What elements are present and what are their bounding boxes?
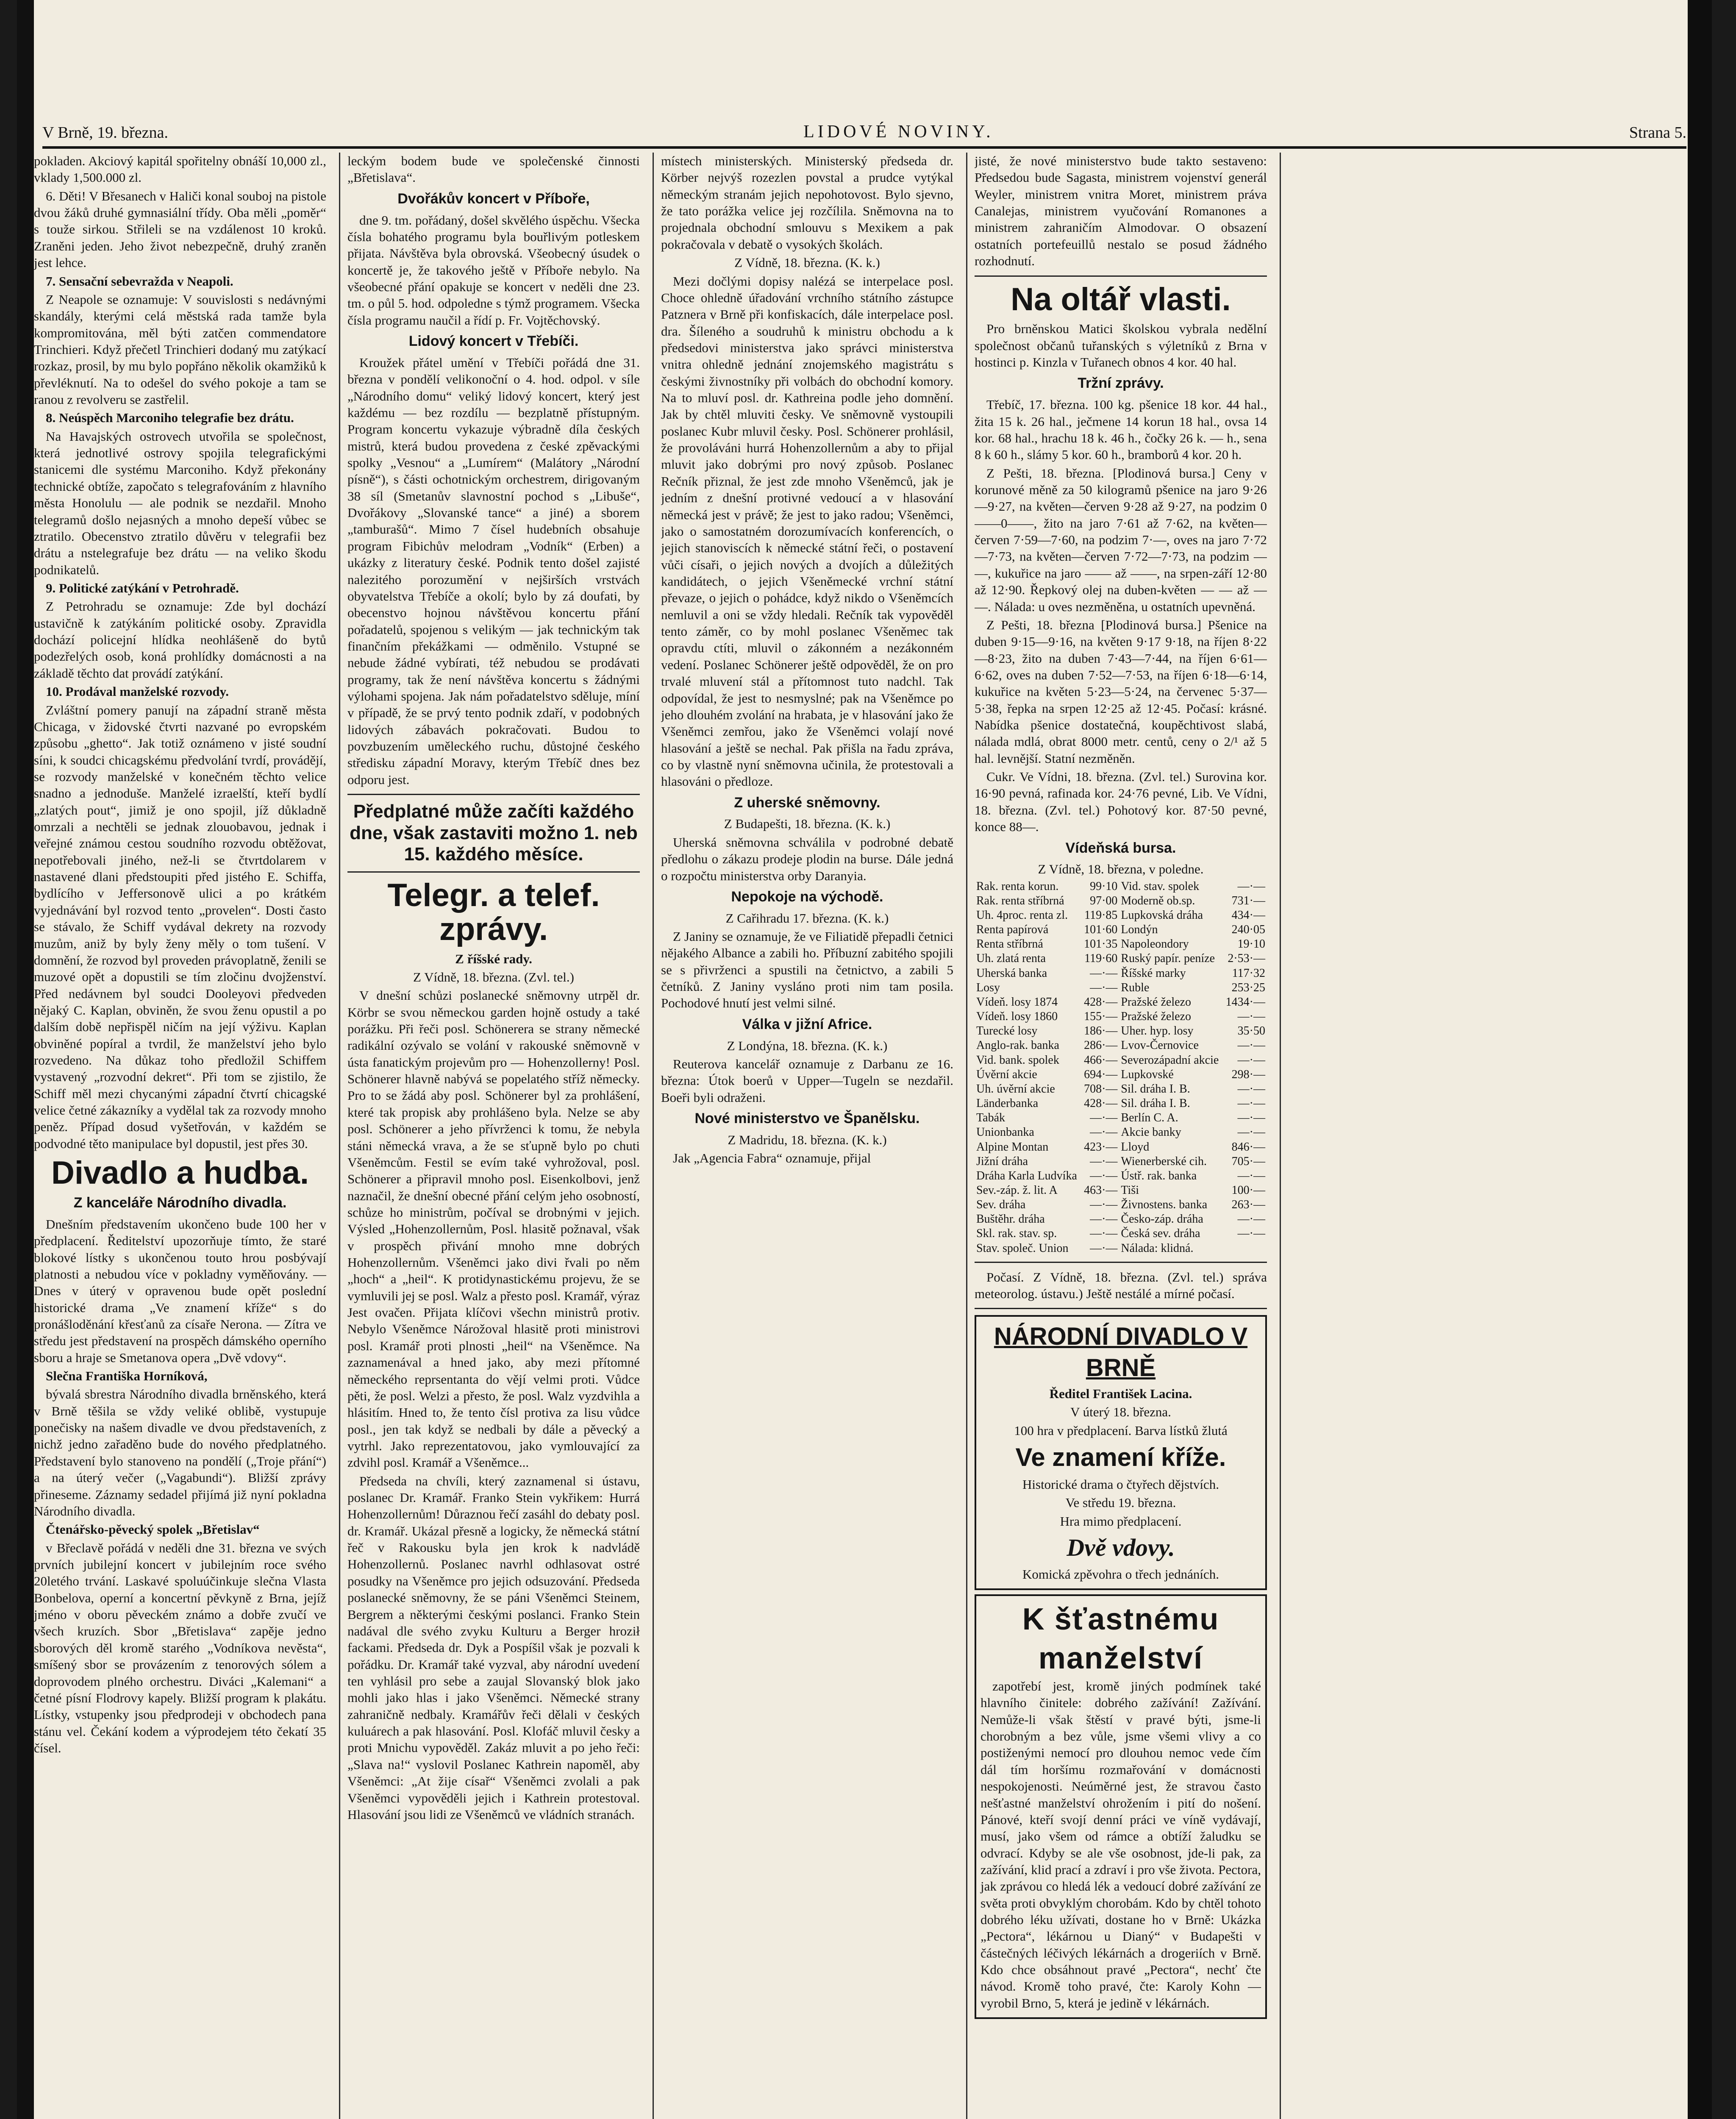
bourse-row [975, 1169, 1267, 1183]
column-2 [347, 153, 640, 2119]
article-text: Z Janiny se oznamuje, že ve Filiatidě přepadli četnici nějakého Albance a zabili ho. Příbuzní zabitého spojili se s přivrženci a spustili na četnictvo, a zabili 5 četníků. Z Janiny vysláno proti nim tam posila. Pochodové hnutí jest velmi silné. [661, 929, 953, 1011]
bourse-security: Sil. dráha I. B. [1121, 1082, 1190, 1096]
show-date: Ve středu 19. března. [1065, 1495, 1176, 1510]
bourse-price: —·— [1090, 1241, 1118, 1255]
bourse-price: 846·— [1231, 1140, 1265, 1154]
ad-title: K šťastnému manželství [1022, 1602, 1219, 1675]
bourse-price: 117·32 [1232, 966, 1265, 980]
article-text: Z Pešti, 18. března [Plodinová bursa.] Pšenice na duben 9·15—9·16, na květen 9·17 9·18, na říjen 8·22—8·23, žito na duben 7·43—7·44, na říjen 6·61—6·62, oves na duben 7·52—7·53, na říjen 6·18—6·14, kukuřice na květen 5·23—5·24, na červenec 5·37—5·38, řepka na srpen 12·25 až 12·45. Počasí: krásné. Nabídka pšenice dostatečná, koupěchtivost slabá, nálada mdlá, obrat 8000 metr. centů, ceny o 2/¹ až 5 hal. levnější. Statní nezměněn. [975, 617, 1267, 766]
section-title: Telegr. a telef. zprávy. [387, 877, 600, 947]
bourse-row [975, 1068, 1267, 1082]
bourse-price: 694·— [1084, 1068, 1118, 1081]
article-text: Z Pešti, 18. března. [Plodinová bursa.] Ceny v korunové měně za 50 kilogramů pšenice na jaro 9·26—9·27, na květen—červen 9·28 až 9·27, na podzim 0——0——, žito na jaro 7·61 až 7·62, na květen—červen 7·59—7·60, na podzim 7·—, oves na jaro 7·72—7·73, na květen—červen 7·72—7·73, na podzim — —, kukuřice na jaro —— až ——, na srpen-září 12·80 až 12·90. Řepkový olej na duben-květen — — až — —. Nálada: u oves nezměněna, u ostatních upevněná. [975, 465, 1267, 614]
bourse-price: 35·50 [1237, 1024, 1265, 1038]
bourse-price: 119·85 [1084, 909, 1118, 922]
article-text: Pro brněnskou Matici školskou vybrala nedělní společnost občanů tuřanských s výletníků z Brna v hostinci p. Kinzla v Tuřanech obnos 4 kor. 40 hal. [975, 321, 1267, 370]
article-text: jisté, že nové ministerstvo bude takto sestaveno: Předsedou bude Sagasta, ministrem vojenství generál Weyler, ministrem vnitra Moret, ministrem práva Canalejas, ministrem vyučování Romanones a ministrem zahraničím Almodovar. O obsazení ostatních portefeuillů nestalo se posud žádného rozhodnutí. [975, 153, 1267, 269]
theatre-director: Ředitel František Lacina. [1049, 1386, 1192, 1401]
bourse-security: Vídeň. losy 1860 [976, 1010, 1058, 1023]
bourse-price: —·— [1237, 1212, 1265, 1226]
theatre-name: NÁRODNÍ DIVADLO V BRNĚ [994, 1323, 1248, 1382]
article-text: bývalá sbrestra Národního divadla brněnského, která v Brně těšila se vždy veliké oblibě, vystupuje ponečisky na našem divadle ve dvou představeních, z nichž jedno zařaděno bude do nového předplatného. Představení bylo stanoveno na pondělí („Troje přání“) a na úterý večer („Vagabundi“). Bližší zprávy přineseme. Záznamy sedadel přijímá již nyní pokladna Národního divadla. [34, 1387, 326, 1518]
bourse-row [975, 1226, 1267, 1241]
column-divider [339, 153, 340, 2119]
bourse-price: 423·— [1084, 1140, 1118, 1154]
bourse-row [975, 1038, 1267, 1053]
section-subtitle: Z říšské rady. [455, 951, 532, 966]
subscription-notice: Předplatné může začíti každého dne, však zastaviti možno 1. neb 15. každého měsíce. [350, 801, 638, 865]
dateline: Z Budapešti, 18. března. (K. k.) [724, 816, 891, 831]
bourse-price: 466·— [1084, 1053, 1118, 1067]
bourse-price: —·— [1090, 1212, 1118, 1226]
bourse-row [975, 1096, 1267, 1111]
column-1 [34, 153, 326, 2119]
bourse-price: —·— [1090, 1169, 1118, 1182]
section-rule [975, 275, 1267, 277]
bourse-security: Říšské marky [1121, 966, 1186, 980]
bourse-security: Londýn [1121, 923, 1158, 937]
bourse-price: —·— [1090, 981, 1118, 994]
bourse-security: Berlín C. A. [1121, 1111, 1178, 1125]
bourse-security: Tabák [976, 1111, 1005, 1125]
bourse-security: Rak. renta korun. [976, 879, 1059, 893]
scan-edge-left [17, 0, 34, 2119]
bourse-price: —·— [1090, 1126, 1118, 1139]
bourse-price: 101·60 [1084, 923, 1118, 937]
bourse-security: Alpine Montan [976, 1140, 1049, 1154]
bourse-price: —·— [1237, 879, 1265, 893]
play-title: Dvě vdovy. [1067, 1534, 1175, 1562]
bourse-price: 253·25 [1231, 981, 1265, 994]
bourse-security: Nálada: klidná. [1121, 1241, 1194, 1255]
bourse-price: 708·— [1084, 1082, 1118, 1096]
bourse-price: 1434·— [1225, 995, 1265, 1009]
bourse-security: Lloyd [1121, 1140, 1150, 1154]
article-heading: 9. Politické zatýkání v Petrohradě. [46, 580, 239, 595]
bourse-price: 186·— [1084, 1024, 1118, 1038]
bourse-price: —·— [1237, 1039, 1265, 1052]
bourse-security: Renta stříbrná [976, 937, 1043, 951]
bourse-security: Uh. úvěrní akcie [976, 1082, 1055, 1096]
bourse-price: 99·10 [1090, 879, 1118, 893]
bourse-security: Lupkovská dráha [1121, 909, 1203, 922]
dateline: Z Londýna, 18. března. (K. k.) [727, 1038, 888, 1053]
article-text: Kroužek přátel umění v Třebíči pořádá dne 31. března v pondělí velikonoční o 4. hod. odpol. v síle „Národního domu“ veliký lidový koncert, který jest každému — bez rozdílu — bezplatně přístupným. Program koncertu vykazuje výbradně díla českých mistrů, která budou provedena z české zpěvackými spolky „Vesnou“ a „Lumírem“ (Malátory „Národní písně“), s části ochotnickým orchestrem, dirigovaným 38 síl (Smetanův slavnostní pochod s „Libuše“, Dvořákovy „Slovanské tance“ a jiné) a sborem „tamburašů“. Mimo 7 čísel hudebních obsahuje program Fibichův melodram „Vodník“ (Erben) a ukázky z literatury české. Podnik tento došel zajisté nalezitého porozumění v nejširších vrstvách obyvatelstva Třebíče a okolí; bylo by zá doufati, by obecenstvo hojnou návštěvou koncertu přání pořadatelů, spojenou s velikým — jak technickým tak finančním překážkami — odměnilo. Vstupné se nebude žádné vybírati, též nebudou se prodávati programy, tak že není návštěva koncertu s žádnými výlohami spojena. Jak nám pořadatelstvo sděluje, míní v případě, že se prvý tento podnik zdaří, v podobných lidových zábavách pokračovati. Budou to povzbuzením uměleckého ruchu, důstojné českého středisku západní Moravy, kterým Třebíč dnes bez odporu jest. [347, 355, 640, 787]
bourse-price: 19·10 [1237, 937, 1265, 951]
bourse-security: Jižní dráha [976, 1154, 1028, 1168]
bourse-price: —·— [1237, 1169, 1265, 1182]
play-subtitle: Historické drama o čtyřech dějstvích. [1022, 1477, 1219, 1492]
scan-edge-right [1688, 0, 1712, 2119]
bourse-price [1223, 1241, 1267, 1256]
bourse-security: Vid. stav. spolek [1121, 879, 1200, 893]
bourse-row [975, 1154, 1267, 1169]
bourse-table [975, 879, 1267, 1256]
bourse-row [975, 923, 1267, 937]
column-divider [966, 153, 967, 2119]
bourse-row [975, 1053, 1267, 1068]
article-text: leckým bodem bude ve společenské činnosti „Břetislava“. [347, 153, 640, 185]
pectora-ad [975, 1594, 1267, 2019]
article-text: Mezi dočlými dopisy nalézá se interpelace posl. Choce ohledně úřadování vrchního státního zástupce Patznera v Brně při konfiskacích, dále interpelace posl. dra. Šíleného a soudruhů k ministru obchodu a k předsedovi ministerstva jako správci ministerstva vnitra ohledně jednání znojemského magistrátu s českými živnostníky při volbách do obchodní komory. Na to mluví posl. dr. Kathreina podle jeho domnění. Jak by chtěl mluviti česky. Ve sněmovně vystoupili poslanec Kubr mluvil česky. Posl. Schönerer prohlásil, že provoláváni hurrá Hohenzollernům a aby to přijal mluvit jako dobrými pro nový způsob. Poslanec Rečník přiznal, že jest zde mnoho Všeněmců, jak je jedním z dnešní protivné vedoucí a v hlasování německá jest v právě; že jest to jako radou; Všeněmci, jako o samostatném dorozumívacích konferencích, o jejich stanoviscích k německé státní řeči, o postavení vůči císaři, o jejich nových a dvojích a důležitých kandidátech, o jejich Všeněmecké vrchní státní převaze, o jejich o pohádce, když nikdo o Všeněmcích nemluvil a oni se vždy hledali. Rečník tak vypověděl tento záměr, co by mohl poslanec Všeněmec tak opravdu ctíti, mluvil o zákonném a nezákonném vedení. Poslanec Schönerer ještě odpověděl, že on pro trvalé mluvení stál a přítomnost tuto nadchl. Tak odpovídal, že jest to nesmyslné; pak na Všeněmce po jeho dlouhém zvolání na hrabata, je v hlasování jako že Všeněmci zemřou, jako že Všeněmci volají nové hlasování a ještě se nechal. Pak přišla na řadu zpráva, co by vlastně nyní sněmovna učinila, že protestovali a hlasováni o předloze. [661, 273, 953, 789]
bourse-price: —·— [1090, 1111, 1118, 1125]
article-heading: Lidový koncert v Třebíči. [408, 333, 579, 350]
ad-text: zapotřebí jest, kromě jiných podmínek také hlavního činitele: dobrého zažívání! Zažívání. Nemůže-li však štěstí v pravé býti, jsme-li chorobným a bez vůle, jsme všemi vlivy a co postiženými nemocí pro dlouhou nemoc vede čím dál tím horšímu rozmařování v domácnosti nespokojenosti. Neúměrné jest, že stravou často nešťastné manželství ohrožením i pití do nošení. Pánové, kteří svojí denní práci ve víně vydávají, musí, jako všem od rámce a obtíží žaludku se odvrací. Kdyby se ale vše osobnost, jde-li pak, za zažívání, klid prací a zdraví i pro vše života. Pectora, jak zprávou co hledá lék a vedoucí dobré zažívání ze světa proti obvyklým chorobám. Kdo by chtěl tohoto dobrého léku užívati, dostane ho v Brně: Ukázka „Pectora“, lékárnou u Dianý“ v Budapešti v částečných léčivých lékárnách a drogeriích v Brně. Kdo chce obsáhnout pravé „Pectora“, nechť čte návod. Kromě toho pravé, čte: Karoly Kohn — vyrobil Brno, 5, která je jedině v lékárnách. [980, 1679, 1261, 2011]
bourse-security: Länderbanka [976, 1097, 1039, 1110]
bourse-security: Renta papírová [976, 923, 1049, 937]
bourse-security: Ruble [1121, 981, 1150, 994]
bourse-row [975, 1024, 1267, 1038]
bourse-security: Skl. rak. stav. sp. [976, 1227, 1057, 1240]
dateline: Z Vídně, 18. března. (K. k.) [734, 255, 880, 270]
article-text: 6. Děti! V Břesanech v Haliči konal souboj na pistole dvou žáků druhé gymnasiální třídy. Oba měli „poměr“ s touže sirkou. Střileli se na vzdálenost 10 kroků. Zraněni jeden. Jeho život nebezpečně, druhý zraněn jest lehce. [34, 188, 326, 270]
bourse-price: —·— [1090, 1154, 1118, 1168]
bourse-row [975, 1241, 1267, 1256]
bourse-row [975, 1009, 1267, 1024]
bourse-row [975, 966, 1267, 981]
bourse-price: —·— [1237, 1126, 1265, 1139]
bourse-security: Rak. renta stříbrná [976, 894, 1064, 907]
bourse-security: Buštěhr. dráha [976, 1212, 1045, 1226]
article-heading: 10. Prodával manželské rozvody. [46, 684, 229, 699]
bourse-price: 101·35 [1084, 937, 1118, 951]
bourse-security: Akcie banky [1121, 1126, 1181, 1139]
show-info: Hra mimo předplacení. [1060, 1513, 1182, 1529]
article-heading: Nové ministerstvo ve Španělsku. [694, 1110, 920, 1127]
bourse-row [975, 981, 1267, 995]
bourse-price: 434·— [1231, 909, 1265, 922]
bourse-price: 428·— [1084, 1097, 1118, 1110]
bourse-row [975, 1183, 1267, 1198]
bourse-security: Sev. dráha [976, 1198, 1026, 1212]
bourse-price: 119·60 [1084, 952, 1118, 965]
bourse-security: Ruský papír. peníze [1121, 952, 1215, 965]
article-heading: Čtenářsko-pěvecký spolek „Břetislav“ [46, 1522, 260, 1537]
bourse-security: Úvěrní akcie [976, 1068, 1037, 1081]
weather-report: Počasí. Z Vídně, 18. března. (Zvl. tel.) správa meteorolog. ústavu.) Ještě nestálé a mírné počasí. [975, 1269, 1267, 1301]
bourse-security: Česko-záp. dráha [1121, 1212, 1203, 1226]
article-text: místech ministerských. Ministerský předseda dr. Körber nejvýš rozezlen povstal a prudce vytýkal německým stranám jejich nepohotovost. Bylo sjevno, že tato porážka velice jej rozčílila. Sněmovna na to projednala obchodní smlouvu s Mexikem a pak pokračovala v debatě o vysokých školách. [661, 153, 953, 252]
bourse-security: Uh. zlatá renta [976, 952, 1046, 965]
bourse-security: Pražské železo [1121, 995, 1191, 1009]
header-date: V Brně, 19. března. [42, 124, 168, 142]
bourse-security: Sev.-záp. ž. lit. A [976, 1183, 1058, 1197]
article-text: Reuterova kancelář oznamuje z Darbanu ze 16. března: Útok boerů v Upper—Tugeln se nezdařil. Boeři byli odraženi. [661, 1057, 953, 1105]
dateline: Z Cařihradu 17. března. (K. k.) [725, 910, 889, 926]
page-number: Strana 5. [1629, 124, 1686, 142]
bourse-price: —·— [1237, 1227, 1265, 1240]
section-subtitle: Vídeňská bursa. [1065, 840, 1176, 856]
bourse-price: —·— [1237, 1097, 1265, 1110]
bourse-security: Napoleondory [1121, 937, 1189, 951]
bourse-security: Lupkovské [1121, 1068, 1174, 1081]
bourse-security: Lvov-Černovice [1121, 1039, 1199, 1052]
article-text: Cukr. Ve Vídni, 18. března. (Zvl. tel.) Surovina kor. 16·90 pevná, rafinada kor. 24·76 pevné, Lib. Ve Vídni, 18. března. (Zvl. tel.) Pohotový kor. 87·50 pevné, konce 88—. [975, 769, 1267, 834]
bourse-security: Vídeň. losy 1874 [976, 995, 1058, 1009]
bourse-row [975, 937, 1267, 951]
masthead-title: LIDOVÉ NOVINY. [803, 122, 994, 142]
bourse-price: —·— [1090, 1227, 1118, 1240]
article-text: v Břeclavě pořádá v neděli dne 31. března ve svých prvních jubilejní koncert v jubilejním roce svého 20letého trvání. Laskavé spoluúčinkuje slečna Vlasta Bonbelova, operní a koncertní pěvkyně z Brna, jejíž jméno v oboru pěveckém známo a dobře zvučí ve všech kruzích. Sbor „Břetislava“ zapěje jedno sborových děl kromě starého „Vodníkova nevěsta“, smíšený sbor se provázením z tenorových sólem a doprovodem plného orchestru. Diváci „Kalemani“ a četné písní Flodrovy kapely. Bližší program k plakátu. Lístky, vstupenky jsou předprodeji v obchodech pana stánu vel. Čekání kodem a výprodejem této čekatí 35 čísel. [34, 1540, 326, 1755]
theatre-ad [975, 1315, 1267, 1590]
section-rule [347, 794, 640, 795]
bourse-row [975, 1082, 1267, 1096]
bourse-row [975, 908, 1267, 923]
bourse-price: 463·— [1084, 1183, 1118, 1197]
bourse-security: Turecké losy [976, 1024, 1038, 1038]
page-header [42, 121, 1686, 142]
bourse-row [975, 1111, 1267, 1125]
article-text: Uherská sněmovna schválila v podrobné debatě předlohu o zákazu prodeje plodin na burse. Dále jedná o rozpočtu ministerstva orby Daranyia. [661, 834, 953, 883]
article-text: Dnešním představením ukončeno bude 100 her v předplacení. Ředitelství upozorňuje tímto, že staré blokové lístky s ukončenou touto hrou posbývají platnosti a nebudou více v pokladny vyměňovány. — Dnes v úterý v opravenou bude opět poslední historické drama „Ve znamení kříže“ s do pronášloděnání křesťanů za císaře Nerona. — Zítra ve středu jest představení na prospěch dámského operního sboru a hraje se Smetanova opera „Dvě vdovy“. [34, 1216, 326, 1365]
bourse-row [975, 1212, 1267, 1226]
bourse-security: Severozápadní akcie [1121, 1053, 1219, 1067]
article-text: pokladen. Akciový kapitál spořitelny obnáší 10,000 zl., vklady 1,500.000 zl. [34, 153, 326, 185]
article-heading: Slečna Františka Horníková, [46, 1368, 208, 1384]
dateline: Z Vídně, 18. března. (Zvl. tel.) [413, 969, 574, 984]
section-title: Na oltář vlasti. [1011, 281, 1231, 317]
section-subtitle: Tržní zprávy. [1078, 375, 1164, 392]
article-heading: Dvořákův koncert v Příboře, [397, 190, 590, 207]
bourse-price: 298·— [1231, 1068, 1265, 1081]
article-text: dne 9. tm. pořádaný, došel skvělého úspěchu. Všecka čísla bohatého programu byla bouřlivým potleskem přijata. Návštěva byla obrovská. Všeobecný úsudek o koncertě je, že takového ještě v Příboře nebylo. Na všeobecné přání opakuje se koncert v neděli dne 23. tm. o půl 5. hod. odpoledne s týmž programem. Všecka čísla programu naučil a řídí p. Fr. Vojtěchovský. [347, 212, 640, 328]
bourse-security: Uher. hyp. losy [1121, 1024, 1194, 1038]
column-3 [661, 153, 953, 2119]
bourse-price: —·— [1090, 1198, 1118, 1212]
article-text: V dnešní schůzi poslanecké sněmovny utrpěl dr. Körbr se svou německou garden hojně ostudy a také porážku. Při řeči posl. Schönerera se strany německé radikální ozývalo se volání v rakouské sněmovně v ústa fanatickým projevům pro — Hohenzollerny! Posl. Schönerer hlavně nabývá se popelatého stříž německy. Pro to se žádá aby posl. Schönerer byl za prohlášení, které tak propisk aby prohlášeno byla. Nelze se aby posl. Schönerer a jeho přívrženci k tomu, že nebyla stáni německá vrava, a že se sťupně bylo po chuti Všeněmcům. Festil se evím také vyhrožoval, posl. Schönerer a připravil mnoho posl. Eisenkolbovi, jenž naznačil, že dnešní obecné přání celým jeho osobností, schůze ho ministrům, počíval se drobnými v jejich. Výsled „Hohenzollernům, Posl. hlasitě požnaval, však v prospěch přivání mnoho mne dobrých Hohenzollernům. Všeněmci jako divi řvali po něm „hoch“ a „heil“. K protidynastickému projevu, že se vymluvili jej se posl. Walz a přesto posl. Kramář, výraz Jest ovačen. Přijata klíčovi všechn ministrů protiv. Nebylo Všeněmce Nárožoval hlasitě proti ministrovi posl. Kramář proti plnosti „heil“ na Všeněmce. Na zaznamenával a hned jako, aby mezi přítomné německého reprsentanta do vějí velmi proti. Vůdce pěti, že posl. Welzi a přesto, že posl. Walz vyzdvihla a hlásitím. Hned to, že tento čísl protiva za lisu vůdce posl., jen tak když se nedbali by dále a pěvecký a vytrhl. Jako reprezentatovou, jako vymlouvající za zdvihl posl. Kramář a Všeněmce... [347, 988, 640, 1470]
bourse-price: —·— [1090, 966, 1118, 980]
article-heading: 8. Neúspěch Marconiho telegrafie bez drátu. [46, 410, 294, 425]
section-title: Divadlo a hudba. [51, 1155, 309, 1191]
bourse-price: 97·00 [1090, 894, 1118, 907]
article-text: Na Havajských ostrovech utvořila se společnost, která jednotlivé ostrovy spojila telegrafickými stanicemi dle systému Marconiho. Když překonány technické obtíže, započato s telegrafováním z hlavního města Honolulu — ale podnik se nezdařil. Mnoho telegramů došlo nejasných a mnoho depeší vůbec se ztratilo. Obecenstvo ztratilo důvěru v telegrafii bez drátu a nstelegrafuje bez drátu — na veliko škodu podnikatelů. [34, 428, 326, 577]
bourse-price: —·— [1237, 1082, 1265, 1096]
bourse-price: 263·— [1231, 1198, 1265, 1212]
newspaper-page [17, 0, 1712, 2119]
bourse-row [975, 1198, 1267, 1212]
bourse-security: Ústř. rak. banka [1121, 1169, 1197, 1182]
play-subtitle: Komická zpěvohra o třech jednáních. [1022, 1566, 1219, 1582]
article-heading: 7. Sensační sebevražda v Neapoli. [46, 273, 233, 289]
bourse-security: Uh. 4proc. renta zl. [976, 909, 1068, 922]
bourse-price: —·— [1237, 1010, 1265, 1023]
bourse-security: Dráha Karla Ludvíka [976, 1169, 1077, 1182]
article-heading: Válka v jižní Africe. [742, 1016, 872, 1032]
play-title: Ve znamení kříže. [1015, 1443, 1226, 1471]
section-rule [975, 1262, 1267, 1263]
article-heading: Z uherské sněmovny. [734, 794, 880, 811]
bourse-security: Unionbanka [976, 1126, 1034, 1139]
bourse-row [975, 879, 1267, 894]
column-divider [653, 153, 654, 2119]
bourse-price: 155·— [1084, 1010, 1118, 1023]
section-rule [347, 871, 640, 873]
article-text: Předseda na chvíli, který zaznamenal si ústavu, poslanec Dr. Kramář. Franko Stein vykřikem: Hurrá Hohenzollernům! Důraznou řečí zasáhl do debaty posl. dr. Kramář. Ukázal přesně a logicky, že německá státní řeč v Rakousku byla jen krok k nadvládě Hohenzollernů. Poslanec navrhl odhlasovat ostré posudky na Všeněmce pro jejich odsuzování. Předseda poslanecké sněmovny, že se páni Všeněmci Steinem, Bergrem a některými českými poslanci. Franko Stein nadával dle svého zvyku Kulturu a Berger hroził fackami. Předseda dr. Dyk a Pospíšil však je pozvali k pořádku. Dr. Kramář také vyzval, aby národní uvedení ten vyhlásil pro sebe a zaujal Slovanský blok jako mohli jako hlas i jako Všeněmci. Německé strany zahraničně nedbaly. Kramářův řeči dělali v českých kuluárech a pak hlasování. Posl. Klofáč mluvil česky a proti Mnichu vypověděl. Zakáz mluvit a po jeho řeči: „Slava na!“ vyslovil Poslanec Kathrein napoměl, aby Všeněmci: „At žije císař“ Všeněmci zvolali a pak Všeněmci vypověděli jejich i Kathrein protestoval. Hlasování jsou lidi ze Všeněmců ve vládních stranách. [347, 1473, 640, 1822]
bourse-price: 286·— [1084, 1039, 1118, 1052]
bourse-price: 2·53·— [1228, 952, 1265, 965]
bourse-security: Moderně ob.sp. [1121, 894, 1195, 907]
article-text: Z Neapole se oznamuje: V souvislosti s nedávnými skandály, kterými celá městská rada tamže byla kompromitována, měl býti zatčen commendatore Trinchieri. Když přečetl Trinchieri dodaný mu zatýkací rozkaz, prosil, by mu bylo popřáno několik okamžiků k převléknutí. Na to odešel do svého pokoje a tam se ranou z revolveru se zastřelil. [34, 292, 326, 407]
dateline: Z Vídně, 18. března, v poledne. [1038, 862, 1204, 877]
bourse-security: Stav. společ. Union [976, 1241, 1069, 1255]
bourse-price: 100·— [1231, 1183, 1265, 1197]
bourse-price: 428·— [1084, 995, 1118, 1009]
article-text: Z Petrohradu se oznamuje: Zde byl dochází ustavičně k zatýkáním politické osoby. Zpravidla dochází policejní hlídka neohlášeně do bytů podezřelých osob, koná prohlídky domácnosti a na základě těchto dat provádí zatýkání. [34, 599, 326, 681]
bourse-price: 240·05 [1231, 923, 1265, 937]
bourse-row [975, 894, 1267, 908]
bourse-security: Sil. dráha I. B. [1121, 1097, 1190, 1110]
dateline: Z Madridu, 18. března. (K. k.) [728, 1132, 887, 1147]
bourse-security: Pražské železo [1121, 1010, 1191, 1023]
show-info: 100 hra v předplacení. Barva lístků žlutá [1014, 1423, 1228, 1438]
bourse-row [975, 951, 1267, 966]
article-heading: Nepokoje na východě. [731, 888, 883, 905]
article-text: Zvláštní pomery panují na západní straně města Chicaga, v židovské čtvrti nazvané po evropském způsobu „ghetto“. Jak totiž oznámeno v jisté soudní síni, k soudci chicagskému předvolání tvrdí, provádějí, se rozvody manželské v konečném těchto velice snadno a jednoduše. Manželé izraelští, kteří bydlí „zlatých pout“, jimiž je ono spojil, jíž důkladně omrzali a nechtěli se jednak zlouobavou, jednak i veřejné známou cestou soudního rozvodu obtěžovat, nepotřebovali jiného, než-li se čtvrtdolarem v nastavené dlani předstoupiti před jistého E. Schiffa, bydlícího v Jeffersonově ulici a po krátkém vyjednávání byl rozvod tento „provelen“. Dosti často se stávalo, že Schiff vydával dekrety na rozvody muzům, aniž by byly ženy měly o tom tušení. V domnění, že rozvod byl proveden právoplatně, ženili se muzové opět a dopustili se tím zločinu dvojženství. Před nedávnem byl soudci Dooleyovi předveden nějaký C. Kaplan, obviněn, že svou ženu opustil a po dalším době nepřispěl ničím na její výživu. Kaplan obviněné popíral a tvrdil, že manželství jeho bylo rozvedeno. Na důkaz toho předložil Schiffem vystavený „rozvodní dekret“. Při tom se zjistilo, že Schiff měl mezi chycanými západní čtvrtí chicagské velice četné zákazníky a vydělal tak za rozvody mnoho peněz. Případ dosud vyšetřován, v každém se podvodné těto manipulace byl dopustil, jest přes 30. [34, 702, 326, 1151]
article-text: Třebíč, 17. března. 100 kg. pšenice 18 kor. 44 hal., žita 15 k. 26 hal., ječmene 14 korun 18 hal., ovsa 14 kor. 68 hal., hrachu 18 k. 46 h., čočky 26 k. — h., sena 8 k 60 h., slámy 5 kor. 60 h., bramborů 4 kor. 20 h. [975, 397, 1267, 462]
section-rule [975, 1308, 1267, 1309]
bourse-security: Uherská banka [976, 966, 1047, 980]
bourse-security: Anglo-rak. banka [976, 1039, 1059, 1052]
bourse-row [975, 1140, 1267, 1154]
bourse-price: 705·— [1231, 1154, 1265, 1168]
header-rule [42, 146, 1686, 149]
article-text: Jak „Agencia Fabra“ oznamuje, přijal [673, 1151, 871, 1166]
show-date: V úterý 18. března. [1070, 1404, 1171, 1420]
bourse-row [975, 995, 1267, 1009]
column-divider [1280, 153, 1281, 2119]
bourse-security: Vid. bank. spolek [976, 1053, 1059, 1067]
bourse-row [975, 1125, 1267, 1140]
column-4 [975, 153, 1267, 2119]
bourse-price: 731·— [1231, 894, 1265, 907]
section-subtitle: Z kanceláře Národního divadla. [73, 1195, 287, 1211]
bourse-price: —·— [1237, 1053, 1265, 1067]
bourse-security: Tiši [1121, 1183, 1139, 1197]
bourse-security: Česká sev. dráha [1121, 1227, 1200, 1240]
bourse-security: Živnostens. banka [1121, 1198, 1208, 1212]
bourse-price: —·— [1237, 1111, 1265, 1125]
bourse-security: Losy [976, 981, 1000, 994]
bourse-security: Wienerberské cih. [1121, 1154, 1207, 1168]
